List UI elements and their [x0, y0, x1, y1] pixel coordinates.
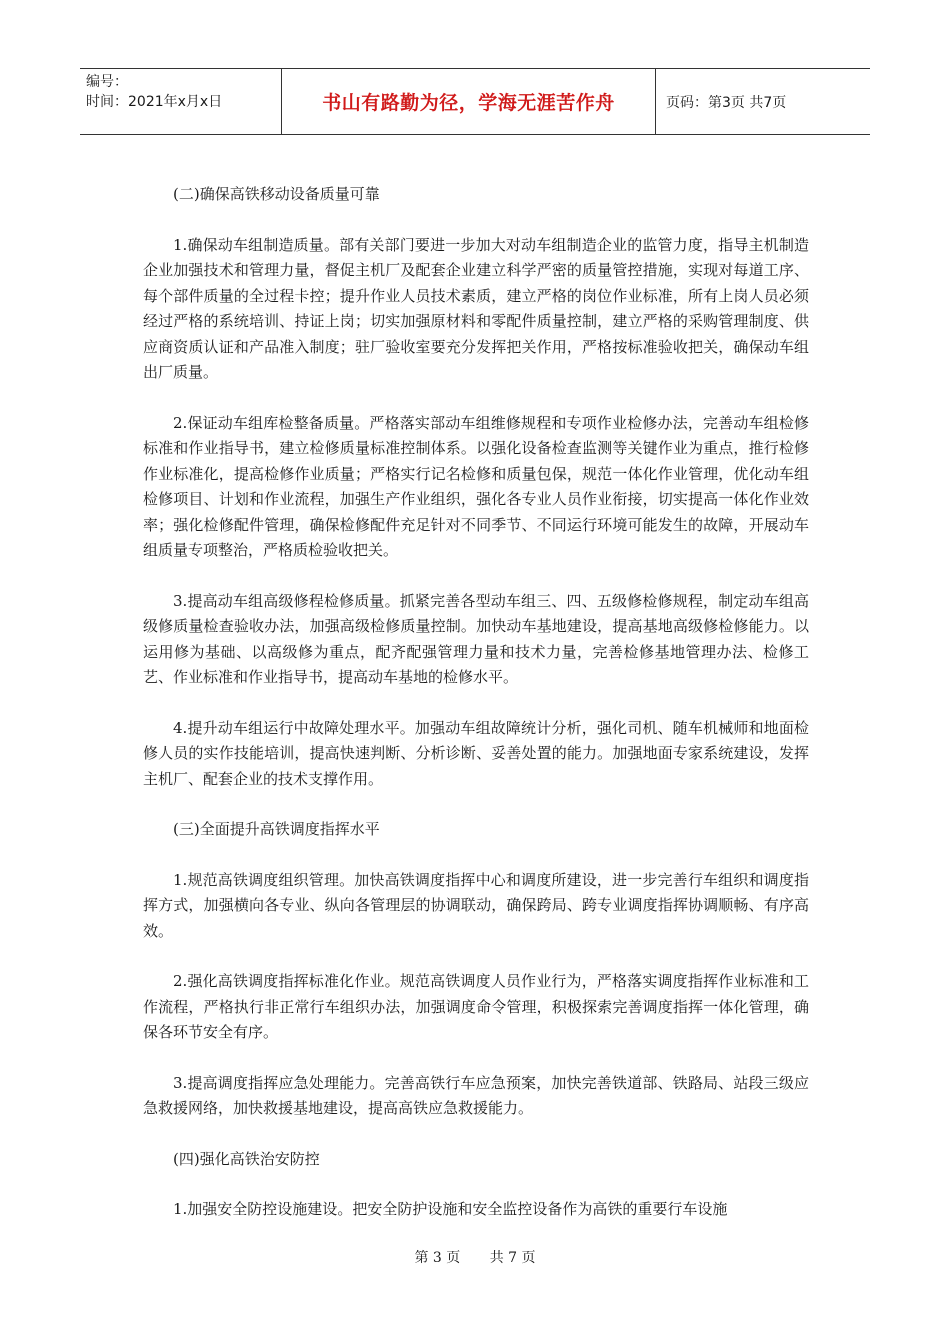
body-paragraph: 4.提升动车组运行中故障处理水平。加强动车组故障统计分析，强化司机、随车机械师和地面检修人员的实作技能培训，提高快速判断、分析诊断、妥善处置的能力。加强地面专家系统建设，发挥主机厂、配套企业的技术支撑作用。 — [143, 718, 809, 788]
body-paragraph: 1.确保动车组制造质量。部有关部门要进一步加大对动车组制造企业的监管力度，指导主机制造企业加强技术和管理力量，督促主机厂及配套企业建立科学严密的质量管控措施，实现对每道工序、每个部件质量的全过程卡控；提升作业人员技术素质，建立严格的岗位作业标准，所有上岗人员必须经过严格的系统培训、持证上岗；切实加强原材料和零配件质量控制，建立严格的采购管理制度、供应商资质认证和产品准入制度；驻厂验收室要充分发挥把关作用，严格按标准验收把关，确保动车组出厂质量。 — [143, 235, 809, 381]
page-footer — [0, 1247, 950, 1267]
document-date: 时间：2021年x月x日 — [86, 94, 223, 110]
section-heading: (三)全面提升高铁调度指挥水平 — [173, 820, 380, 838]
footer-current-page: 第 3 页 — [414, 1250, 461, 1266]
page-header — [80, 68, 870, 135]
section-heading: (二)确保高铁移动设备质量可靠 — [173, 185, 380, 203]
body-paragraph: 1.规范高铁调度组织管理。加快高铁调度指挥中心和调度所建设，进一步完善行车组织和调度指挥方式，加强横向各专业、纵向各管理层的协调联动，确保跨局、跨专业调度指挥协调顺畅、有序高效。 — [143, 870, 809, 940]
body-paragraph: 2.强化高铁调度指挥标准化作业。规范高铁调度人员作业行为，严格落实调度指挥作业标准和工作流程，严格执行非正常行车组织办法，加强调度命令管理，积极探索完善调度指挥一体化管理，确保各环节安全有序。 — [143, 972, 809, 1041]
header-motto: 书山有路勤为径，学海无涯苦作舟 — [282, 69, 656, 134]
header-meta — [80, 69, 282, 134]
body-paragraph: 2.保证动车组库检整备质量。严格落实部动车组维修规程和专项作业检修办法，完善动车组检修标准和作业指导书，建立检修质量标准控制体系。以强化设备检查监测等关键作业为重点，推行检修作业标准化，提高检修作业质量；严格实行记名检修和质量包保，规范一体化作业管理，优化动车组检修项目、计划和作业流程，加强生产作业组织，强化各专业人员作业衔接，切实提高一体化作业效率；强化检修配件管理，确保检修配件充足针对不同季节、不同运行环境可能发生的故障，开展动车组质量专项整治，严格质检验收把关。 — [143, 413, 809, 559]
document-body — [143, 182, 809, 1248]
body-paragraph: 3.提高调度指挥应急处理能力。完善高铁行车应急预案，加快完善铁道部、铁路局、站段三级应急救援网络，加快救援基地建设，提高高铁应急救援能力。 — [143, 1073, 809, 1117]
body-paragraph: 3.提高动车组高级修程检修质量。抓紧完善各型动车组三、四、五级修检修规程，制定动车组高级修质量检查验收办法，加强高级检修质量控制。加快动车基地建设，提高基地高级修检修能力。以运用修为基础、以高级修为重点，配齐配强管理力量和技术力量，完善检修基地管理办法、检修工艺、作业标准和作业指导书，提高动车基地的检修水平。 — [143, 591, 809, 686]
header-page-info: 页码：第3页 共7页 — [666, 94, 787, 111]
footer-total-pages: 共 7 页 — [489, 1250, 536, 1266]
section-heading: (四)强化高铁治安防控 — [173, 1149, 320, 1168]
document-number-label: 编号： — [86, 74, 128, 90]
body-paragraph: 1.加强安全防控设施建设。把安全防护设施和安全监控设备作为高铁的重要行车设施 — [173, 1200, 728, 1218]
